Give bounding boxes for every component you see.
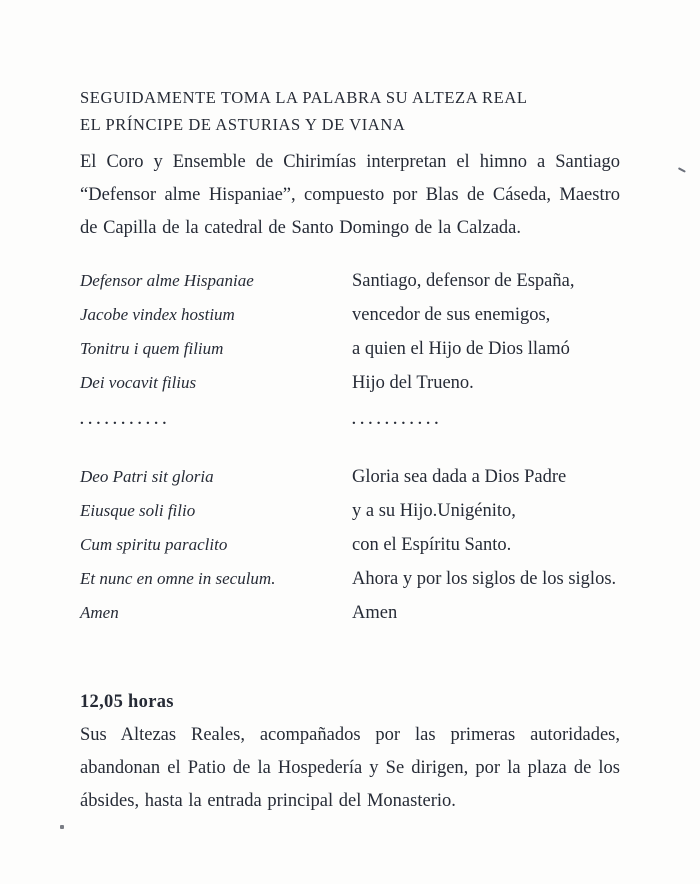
spanish-column — [352, 596, 620, 630]
schedule-time-heading: 12,05 horas — [80, 691, 174, 712]
section-heading — [80, 84, 620, 138]
latin-verse-line: Eiusque soli filio — [80, 500, 196, 520]
verse-row — [80, 460, 620, 596]
spanish-column — [352, 264, 620, 400]
latin-verse-line: Et nunc en omne in seculum. — [80, 568, 276, 588]
latin-column — [80, 596, 352, 630]
hymn-stanza-1 — [80, 264, 620, 400]
latin-verse-line: Defensor alme Hispaniae — [80, 270, 254, 290]
intro-paragraph: El Coro y Ensemble de Chirimías interpretan el himno a Santiago “Defensor alme Hispaniae”, compuesto por Blas de Cáseda, Maestro de Capilla de la catedral de Santo Domingo de la Calzada. — [80, 152, 620, 238]
amen-latin: Amen — [80, 602, 119, 622]
heading-line-2: EL PRÍNCIPE DE ASTURIAS Y DE VIANA — [80, 115, 406, 134]
spanish-verse-line: y a su Hijo.Unigénito, — [352, 500, 516, 521]
heading-line-1: SEGUIDAMENTE TOMA LA PALABRA SU ALTEZA REAL — [80, 88, 528, 107]
separator-dots-left: ........... — [80, 411, 171, 428]
spanish-verse-line: vencedor de sus enemigos, — [352, 304, 551, 325]
latin-verse-line: Cum spiritu paraclito — [80, 534, 228, 554]
spanish-verse-line: Ahora y por los siglos de los siglos. — [352, 568, 617, 589]
spanish-verse-line: Hijo del Trueno. — [352, 372, 474, 393]
spanish-column — [352, 460, 620, 596]
spanish-verse-line: con el Espíritu Santo. — [352, 534, 512, 555]
spanish-column — [352, 408, 620, 432]
latin-verse-line: Jacobe vindex hostium — [80, 304, 235, 324]
latin-column — [80, 408, 352, 432]
amen-spanish: Amen — [352, 602, 398, 623]
separator-dots-right: ........... — [352, 411, 443, 428]
latin-verse-line: Deo Patri sit gloria — [80, 466, 214, 486]
spanish-verse-line: Santiago, defensor de España, — [352, 270, 575, 291]
spanish-verse-line: Gloria sea dada a Dios Padre — [352, 466, 567, 487]
spanish-verse-line: a quien el Hijo de Dios llamó — [352, 338, 570, 359]
scan-speck-bottom-left — [60, 825, 64, 829]
hymn-stanza-2 — [80, 460, 620, 596]
closing-paragraph: Sus Altezas Reales, acompañados por las primeras autoridades, abandonan el Patio de la Hospedería y Se dirigen, por la plaza de los ábsides, hasta la entrada principal del Monasterio. — [80, 724, 620, 811]
latin-column — [80, 460, 352, 596]
verse-row — [80, 264, 620, 400]
latin-verse-line: Tonitru i quem filium — [80, 338, 224, 358]
latin-column — [80, 264, 352, 400]
latin-verse-line: Dei vocavit filius — [80, 372, 197, 392]
stanza-separator — [80, 408, 620, 432]
amen-row — [80, 596, 620, 630]
